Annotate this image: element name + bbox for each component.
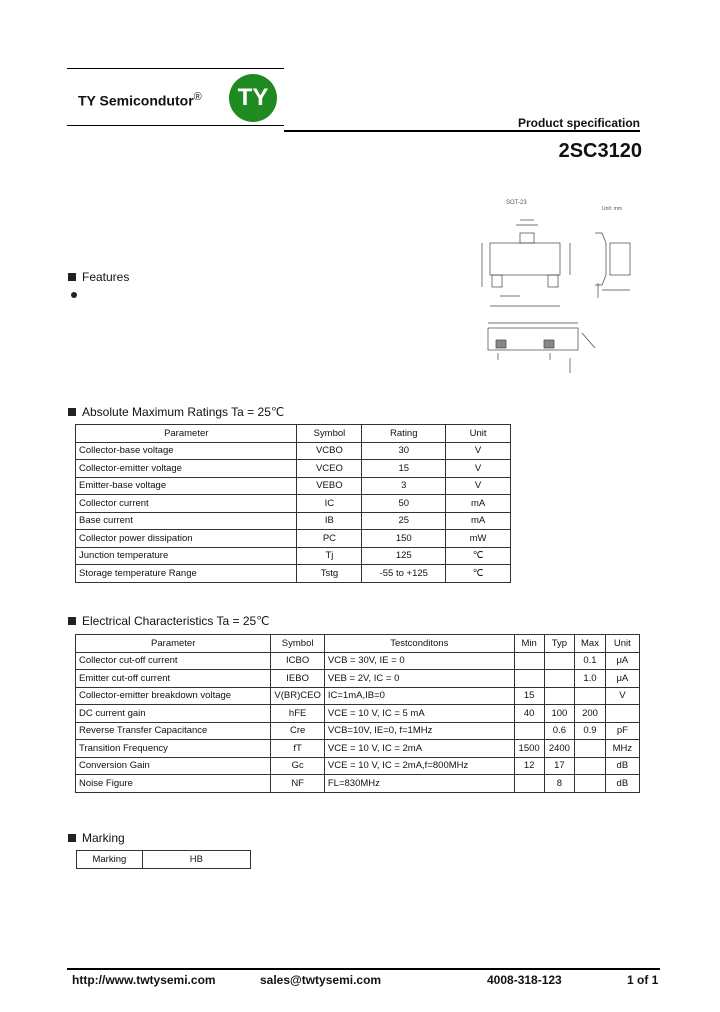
cell: 2400 [544, 740, 575, 758]
round-bullet-icon [71, 292, 77, 298]
cell: DC current gain [76, 705, 271, 723]
footer-page-number: 1 of 1 [627, 973, 659, 987]
square-bullet-icon [68, 273, 76, 281]
cell: 25 [362, 512, 446, 530]
cell: mA [446, 512, 511, 530]
cell: Collector-base voltage [76, 442, 297, 460]
cell: 3 [362, 477, 446, 495]
cell: MHz [605, 740, 639, 758]
cell: IC=1mA,IB=0 [324, 687, 514, 705]
table-row [76, 652, 640, 670]
cell: 150 [362, 530, 446, 548]
cell: 15 [362, 460, 446, 478]
cell: Emitter-base voltage [76, 477, 297, 495]
abs-max-heading [68, 405, 284, 419]
cell: VCBO [297, 442, 362, 460]
package-drawing [470, 198, 640, 383]
cell [575, 775, 605, 793]
table-header-row [76, 635, 640, 653]
cell: V [446, 460, 511, 478]
logo-text: TY [237, 84, 269, 111]
cell [514, 775, 544, 793]
cell [514, 670, 544, 688]
square-bullet-icon [68, 617, 76, 625]
table-row [76, 547, 511, 565]
table-row [76, 670, 640, 688]
cell: 12 [514, 757, 544, 775]
cell: Emitter cut-off current [76, 670, 271, 688]
cell: Gc [271, 757, 324, 775]
cell: V [446, 442, 511, 460]
cell [514, 722, 544, 740]
cell: -55 to +125 [362, 565, 446, 583]
elec-char-table [75, 634, 640, 793]
abs-max-title: Absolute Maximum Ratings Ta = 25℃ [82, 405, 285, 419]
cell: VCB=10V, IE=0, f=1MHz [324, 722, 514, 740]
cell: 1500 [514, 740, 544, 758]
cell: Conversion Gain [76, 757, 271, 775]
cell: PC [297, 530, 362, 548]
cell: μA [605, 670, 639, 688]
cell [544, 652, 575, 670]
header-rule-top [67, 68, 284, 69]
table-row [77, 851, 251, 869]
marking-heading [68, 831, 125, 845]
cell: VEBO [297, 477, 362, 495]
marking-value: HB [142, 851, 250, 869]
table-row [76, 722, 640, 740]
cell [575, 757, 605, 775]
table-row [76, 757, 640, 775]
sot23-outline-diagram [470, 198, 640, 383]
cell: 100 [544, 705, 575, 723]
cell: IC [297, 495, 362, 513]
footer-email-link[interactable]: sales@twtysemi.com [260, 973, 382, 987]
cell: 40 [514, 705, 544, 723]
header-unit: Unit [605, 635, 639, 653]
elec-char-heading [68, 614, 270, 628]
footer-url-link[interactable]: http://www.twtysemi.com [72, 973, 216, 987]
cell: 0.6 [544, 722, 575, 740]
square-bullet-icon [68, 834, 76, 842]
marking-table [76, 850, 251, 869]
cell: FL=830MHz [324, 775, 514, 793]
cell: IEBO [271, 670, 324, 688]
table-row [76, 477, 511, 495]
cell: Storage temperature Range [76, 565, 297, 583]
cell: V(BR)CEO [271, 687, 324, 705]
cell: ICBO [271, 652, 324, 670]
cell: Reverse Transfer Capacitance [76, 722, 271, 740]
marking-title: Marking [82, 831, 125, 845]
cell: Collector-emitter breakdown voltage [76, 687, 271, 705]
cell [575, 687, 605, 705]
header-symbol: Symbol [271, 635, 324, 653]
cell: VEB = 2V, IC = 0 [324, 670, 514, 688]
header-min: Min [514, 635, 544, 653]
cell: VCE = 10 V, IC = 5 mA [324, 705, 514, 723]
cell: 0.9 [575, 722, 605, 740]
cell: Collector cut-off current [76, 652, 271, 670]
cell: Collector-emitter voltage [76, 460, 297, 478]
brand-text: TY Semicondutor [78, 92, 194, 109]
square-bullet-icon [68, 408, 76, 416]
cell: V [446, 477, 511, 495]
cell: Noise Figure [76, 775, 271, 793]
footer-phone: 4008-318-123 [487, 973, 562, 987]
cell: Transition Frequency [76, 740, 271, 758]
cell: VCE = 10 V, IC = 2mA,f=800MHz [324, 757, 514, 775]
cell: 15 [514, 687, 544, 705]
header-parameter: Parameter [76, 635, 271, 653]
cell: Cre [271, 722, 324, 740]
cell: Tstg [297, 565, 362, 583]
header-max: Max [575, 635, 605, 653]
cell: 30 [362, 442, 446, 460]
table-row [76, 775, 640, 793]
cell: μA [605, 652, 639, 670]
cell: Collector current [76, 495, 297, 513]
company-logo [229, 74, 277, 122]
cell: 1.0 [575, 670, 605, 688]
header-test-conditions: Testconditons [324, 635, 514, 653]
registered-mark: ® [193, 91, 202, 103]
cell: 125 [362, 547, 446, 565]
cell [544, 687, 575, 705]
cell: 17 [544, 757, 575, 775]
table-row [76, 565, 511, 583]
header-symbol: Symbol [297, 425, 362, 443]
cell: 50 [362, 495, 446, 513]
elec-char-title: Electrical Characteristics Ta = 25℃ [82, 614, 270, 628]
cell: 200 [575, 705, 605, 723]
cell: Tj [297, 547, 362, 565]
cell: 8 [544, 775, 575, 793]
cell: ℃ [446, 565, 511, 583]
cell: fT [271, 740, 324, 758]
header-typ: Typ [544, 635, 575, 653]
cell: VCE = 10 V, IC = 2mA [324, 740, 514, 758]
cell [575, 740, 605, 758]
cell: IB [297, 512, 362, 530]
table-row [76, 705, 640, 723]
footer-rule [67, 968, 660, 970]
table-row [76, 460, 511, 478]
cell: dB [605, 775, 639, 793]
package-name-label: SOT-23 [506, 200, 527, 206]
part-number: 2SC3120 [558, 140, 642, 162]
marking-label: Marking [77, 851, 143, 869]
header-rule-left [67, 125, 284, 126]
cell: VCEO [297, 460, 362, 478]
cell: Junction temperature [76, 547, 297, 565]
features-heading [68, 270, 129, 284]
cell: ℃ [446, 547, 511, 565]
cell [544, 670, 575, 688]
abs-max-table [75, 424, 511, 583]
table-row [76, 687, 640, 705]
header-rating: Rating [362, 425, 446, 443]
header-unit: Unit [446, 425, 511, 443]
cell: VCB = 30V, IE = 0 [324, 652, 514, 670]
cell: dB [605, 757, 639, 775]
cell: 0.1 [575, 652, 605, 670]
cell: NF [271, 775, 324, 793]
table-row [76, 495, 511, 513]
cell: Base current [76, 512, 297, 530]
cell: mA [446, 495, 511, 513]
cell: hFE [271, 705, 324, 723]
cell: Collector power dissipation [76, 530, 297, 548]
table-row [76, 512, 511, 530]
cell [605, 705, 639, 723]
cell: V [605, 687, 639, 705]
table-row [76, 740, 640, 758]
product-specification-label: Product specification [517, 116, 640, 130]
cell: mW [446, 530, 511, 548]
header-parameter: Parameter [76, 425, 297, 443]
table-row [76, 442, 511, 460]
package-units-label: Unit: mm [602, 206, 622, 212]
table-header-row [76, 425, 511, 443]
features-title: Features [82, 270, 130, 284]
cell [514, 652, 544, 670]
cell: pF [605, 722, 639, 740]
brand-name [78, 91, 202, 109]
table-row [76, 530, 511, 548]
header-rule-right [284, 130, 640, 132]
